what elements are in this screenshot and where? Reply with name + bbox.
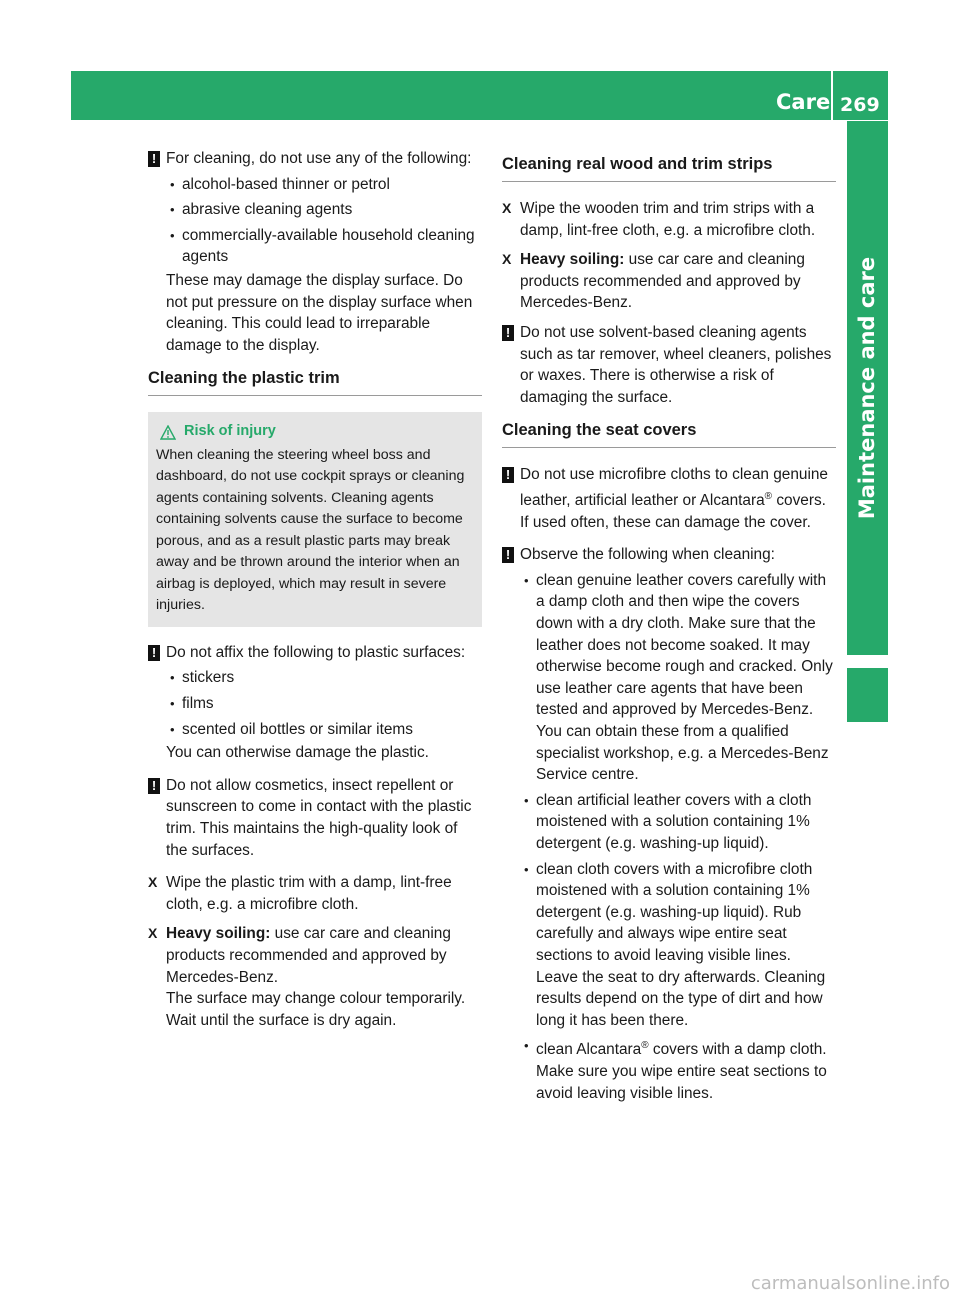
note-cosmetics: [148, 775, 482, 861]
note-text: Do not allow cosmetics, insect repellent or sunscreen to come in contact with the plastic trim. This maintains the high-quality look of the surfaces.: [166, 776, 472, 859]
exclamation-icon: !: [148, 645, 160, 661]
section-heading-plastic-trim: Cleaning the plastic trim: [148, 367, 482, 396]
warning-box: [148, 412, 482, 627]
side-tab-label: Maintenance and care: [855, 256, 880, 520]
exclamation-icon: !: [502, 467, 514, 483]
step-text: Wipe the plastic trim with a damp, lint-free cloth, e.g. a microfibre cloth.: [166, 874, 452, 913]
watermark: carmanualsonline.info: [750, 1273, 950, 1294]
warning-text: When cleaning the steering wheel boss and dashboard, do not use cockpit sprays or cleaning agents containing solvents. Cleaning agents containing solvents cause the surface to become porous, and as a result plastic parts may break away and be thrown around the interior when an airbag is deployed, which may result in severe injuries.: [156, 446, 465, 614]
step-wipe-plastic: [148, 872, 482, 915]
note-outro: These may damage the display surface. Do not put pressure on the display surface when cleaning. This could lead to irreparable damage to the display.: [166, 271, 473, 354]
section-heading-seat-covers: Cleaning the seat covers: [502, 419, 836, 448]
note-microfibre: [502, 464, 836, 533]
list-item: • clean cloth covers with a microfibre cloth moistened with a solution containing 1% detergent (e.g. washing-up liquid). Rub carefully and always wipe entire seat sections to avoid leaving visible lines. Leave the seat to dry afterwards. Cleaning results depend on the type of dirt and how long it has been there.: [522, 859, 836, 1032]
list-item: • scented oil bottles or similar items: [168, 719, 482, 741]
exclamation-icon: !: [502, 325, 514, 341]
list-item: • clean artificial leather covers with a cloth moistened with a solution containing 1% detergent (e.g. washing-up liquid).: [522, 790, 836, 855]
step-wipe-wood: [502, 198, 836, 241]
section-heading-wood-trim: Cleaning real wood and trim strips: [502, 153, 836, 182]
exclamation-icon: !: [148, 151, 160, 167]
header-bar: [71, 71, 888, 120]
list-item: • clean Alcantara® covers with a damp cloth. Make sure you wipe entire seat sections to avoid leaving visible lines.: [522, 1035, 836, 1104]
registered-mark: ®: [764, 490, 773, 502]
step-text: use car care and cleaning products recommended and approved by Mercedes-Benz.: [166, 925, 451, 986]
step-arrow-icon: X: [502, 200, 512, 216]
step-arrow-icon: X: [148, 874, 158, 891]
note-text: Do not use solvent-based cleaning agents such as tar remover, wheel cleaners, polishes or waxes. There is otherwise a risk of damaging the surface.: [520, 323, 832, 406]
list-item: • clean genuine leather covers carefully with a damp cloth and then wipe the covers down with a dry cloth. Make sure that the leather does not become soaked. It may otherwise become rough and cracked. Only use leather care agents that have been tested and approved by Mercedes-Benz. You can obtain these from a qualified specialist workshop, e.g. a Mercedes-Benz Service centre.: [522, 570, 836, 786]
step-text: Wipe the wooden trim and trim strips with a damp, lint-free cloth, e.g. a microfibre cloth.: [520, 200, 816, 239]
list-item: • abrasive cleaning agents: [168, 199, 482, 221]
step-bold-label: Heavy soiling:: [166, 925, 271, 943]
note-outro: You can otherwise damage the plastic.: [166, 744, 429, 762]
list-item: • alcohol-based thinner or petrol: [168, 174, 482, 196]
list-item: • films: [168, 693, 482, 715]
step-arrow-icon: X: [148, 925, 158, 942]
list-item: • commercially-available household cleaning agents: [168, 225, 482, 268]
step-heavy-soiling-wood: [502, 249, 836, 314]
note-intro: For cleaning, do not use any of the following:: [166, 150, 472, 167]
note-solvents: [502, 322, 836, 408]
exclamation-icon: !: [148, 778, 160, 794]
page-number: 269: [840, 94, 880, 116]
exclamation-icon: !: [502, 547, 514, 563]
list-item: • stickers: [168, 667, 482, 689]
step-text: use car care and cleaning products recommended and approved by Mercedes-Benz.: [520, 251, 805, 312]
note-intro: Observe the following when cleaning:: [520, 546, 775, 564]
warning-triangle-icon: [160, 425, 176, 440]
header-title: Care: [776, 90, 831, 114]
note-display-cleaning: [148, 148, 482, 356]
warning-title: Risk of injury: [184, 423, 276, 440]
side-tab-label-wrap: [847, 121, 888, 655]
note-plastic-surfaces: [148, 642, 482, 764]
right-column: [502, 148, 836, 1115]
step-extra: The surface may change colour temporarily. Wait until the surface is dry again.: [166, 990, 466, 1029]
side-tab-marker: [847, 668, 888, 722]
step-bold-label: Heavy soiling:: [520, 251, 625, 269]
step-arrow-icon: X: [502, 251, 512, 268]
registered-mark: ®: [641, 1040, 649, 1052]
note-text: Do not use microfibre cloths to clean genuine leather, artificial leather or Alcantara® covers. If used often, these can damage the cover.: [520, 466, 828, 531]
note-intro: Do not affix the following to plastic surfaces:: [166, 643, 466, 661]
note-observe-cleaning: [502, 544, 836, 1104]
header-divider: [831, 71, 833, 120]
warning-header: [156, 421, 474, 443]
step-heavy-soiling: [148, 923, 482, 1031]
left-column: [148, 148, 482, 1039]
